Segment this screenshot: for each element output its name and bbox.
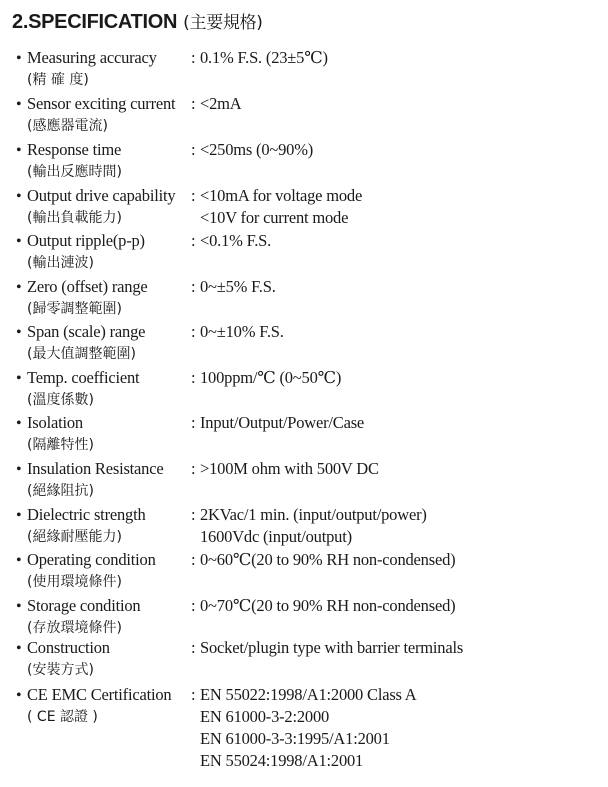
bullet-icon: • [16,370,22,387]
bullet-icon: • [16,640,22,657]
separator-colon: : [191,550,196,569]
spec-label: Span (scale) range [27,322,146,341]
spec-label: Construction [27,638,110,657]
spec-value: 0~±5% F.S. [200,277,276,296]
spec-label-zh: (絕緣耐壓能力) [27,529,122,545]
spec-value: Socket/plugin type with barrier terminals [200,638,464,657]
bullet-icon: • [16,461,22,478]
separator-colon: : [191,140,196,159]
spec-label-zh: (感應器電流) [27,118,108,134]
separator-colon: : [191,322,196,341]
spec-label: Measuring accuracy [27,48,157,67]
spec-label: Isolation [27,413,83,432]
spec-value: <2mA [200,94,242,113]
spec-value: 0~60℃(20 to 90% RH non-condensed) [200,550,456,569]
separator-colon: : [191,368,196,387]
spec-value: 0.1% F.S. (23±5℃) [200,48,328,67]
spec-value-line: 1600Vdc (input/output) [200,527,352,546]
bullet-icon: • [16,142,22,159]
bullet-icon: • [16,687,22,704]
bullet-icon: • [16,233,22,250]
bullet-icon: • [16,279,22,296]
separator-colon: : [191,413,196,432]
spec-label: Insulation Resistance [27,459,164,478]
spec-value: >100M ohm with 500V DC [200,459,379,478]
spec-label: Output drive capability [27,186,176,205]
separator-colon: : [191,186,196,205]
separator-colon: : [191,505,196,524]
bullet-icon: • [16,324,22,341]
bullet-icon: • [16,96,22,113]
spec-label: Temp. coefficient [27,368,140,387]
bullet-icon: • [16,598,22,615]
spec-label: CE EMC Certification [27,685,172,704]
spec-value: EN 55022:1998/A1:2000 Class A [200,685,417,704]
bullet-icon: • [16,552,22,569]
spec-value: 0~70℃(20 to 90% RH non-condensed) [200,596,456,615]
spec-label-zh: (最大值調整範圍) [27,346,136,362]
spec-label-zh: ( CE 認證 ) [27,709,98,725]
separator-colon: : [191,685,196,704]
spec-label: Operating condition [27,550,156,569]
spec-label-zh: (隔離特性) [27,437,94,453]
spec-value: 100ppm/℃ (0~50℃) [200,368,342,387]
separator-colon: : [191,277,196,296]
separator-colon: : [191,48,196,67]
spec-label: Dielectric strength [27,505,146,524]
spec-label: Storage condition [27,596,141,615]
spec-label: Sensor exciting current [27,94,176,113]
bullet-icon: • [16,188,22,205]
spec-label-zh: (輸出漣波) [27,255,94,271]
spec-label-zh: (絕緣阻抗) [27,483,94,499]
bullet-icon: • [16,415,22,432]
spec-value: 0~±10% F.S. [200,322,284,341]
spec-label-zh: (存放環境條件) [27,620,122,636]
spec-value: <0.1% F.S. [200,231,272,250]
spec-value-line: <10V for current mode [200,208,349,227]
spec-label: Zero (offset) range [27,277,148,296]
separator-colon: : [191,638,196,657]
separator-colon: : [191,94,196,113]
title-sub: (主要規格) [183,13,263,33]
spec-value-line: EN 55024:1998/A1:2001 [200,751,364,770]
spec-value: Input/Output/Power/Case [200,413,365,432]
spec-value-line: EN 61000-3-3:1995/A1:2001 [200,729,390,748]
spec-label: Output ripple(p-p) [27,231,145,250]
bullet-icon: • [16,507,22,524]
spec-label-zh: (歸零調整範圍) [27,301,122,317]
spec-value: <10mA for voltage mode [200,186,363,205]
spec-label-zh: (使用環境條件) [27,574,122,590]
spec-label-zh: (溫度係數) [27,392,94,408]
spec-value: <250ms (0~90%) [200,140,314,159]
spec-label: Response time [27,140,122,159]
title-main: 2.SPECIFICATION [12,11,178,33]
separator-colon: : [191,231,196,250]
spec-label-zh: (精 確 度) [27,72,89,88]
bullet-icon: • [16,50,22,67]
spec-label-zh: (安裝方式) [27,662,94,678]
separator-colon: : [191,459,196,478]
spec-label-zh: (輸出負載能力) [27,210,122,226]
spec-value-line: EN 61000-3-2:2000 [200,707,330,726]
spec-value: 2KVac/1 min. (input/output/power) [200,505,427,524]
spec-label-zh: (輸出反應時間) [27,164,122,180]
separator-colon: : [191,596,196,615]
